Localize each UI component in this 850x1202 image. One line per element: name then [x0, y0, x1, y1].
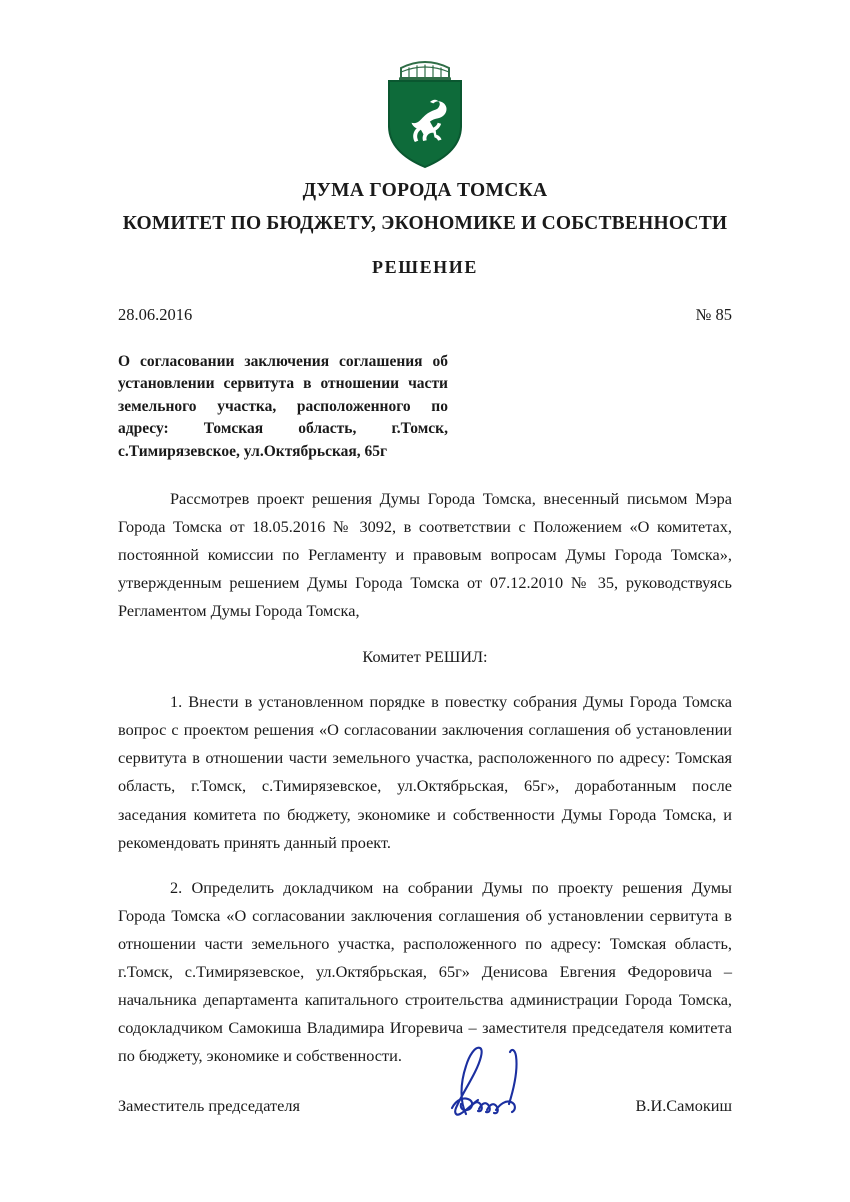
document-type: РЕШЕНИЕ [372, 257, 478, 277]
signer-name: В.И.Самокиш [635, 1096, 732, 1115]
committee-title: КОМИТЕТ ПО БЮДЖЕТУ, ЭКОНОМИКЕ И СОБСТВЕННОСТИ [122, 213, 728, 234]
paragraph-item-1: 1. Внести в установленном порядке в повестку собрания Думы Города Томска вопрос с проектом решения «О согласовании заключения соглашения об установлении сервитута в отношении части земельного участка, расположенного по адресу: Томская область, г.Томск, с.Тимирязевское, ул.Октябрьская, 65г», доработанным после заседания комитета по бюджету, экономике и собственности Думы Города Томска, и рекомендовать принять данный проект. [118, 692, 732, 852]
document-number: № 85 [695, 305, 732, 324]
document-subject: О согласовании заключения соглашения об установлении сервитута в отношении части земельного участка, расположенного по адресу: Томская область, г.Томск, с.Тимирязевское, ул.Октябрьская, 65г [118, 353, 448, 460]
paragraph-preamble: Рассмотрев проект решения Думы Города Томска, внесенный письмом Мэра Города Томска от 18.05.2016 № 3092, в соответствии с Положением «О комитетах, постоянной комиссии по Регламенту и правовым вопросам Думы Города Томска», утвержденным решением Думы Города Томска от 07.12.2010 № 35, руководствуясь Регламентом Думы Города Томска, [118, 489, 732, 621]
paragraph-item-2: 2. Определить докладчиком на собрании Думы по проекту решения Думы Города Томска «О согласовании заключения соглашения об установлении сервитута в отношении части земельного участка, расположенного по адресу: Томская область, г.Томск, с.Тимирязевское, ул.Октябрьская, 65г» Денисова Евгения Федоровича – начальника департамента капитального строительства администрации Города Томска, содокладчиком Самокиша Владимира Игоревича – заместителя председателя комитета по бюджету, экономике и собственности. [118, 877, 732, 1065]
signature-row [118, 1096, 732, 1116]
signer-position: Заместитель председателя [118, 1096, 300, 1115]
organization-title: ДУМА ГОРОДА ТОМСКА [302, 180, 548, 201]
document-date: 28.06.2016 [118, 305, 193, 324]
coat-of-arms-icon [386, 58, 464, 168]
shield-icon [386, 78, 464, 170]
decision-line: Комитет РЕШИЛ: [362, 647, 488, 667]
meta-row [118, 305, 732, 325]
emblem-container [118, 0, 732, 168]
